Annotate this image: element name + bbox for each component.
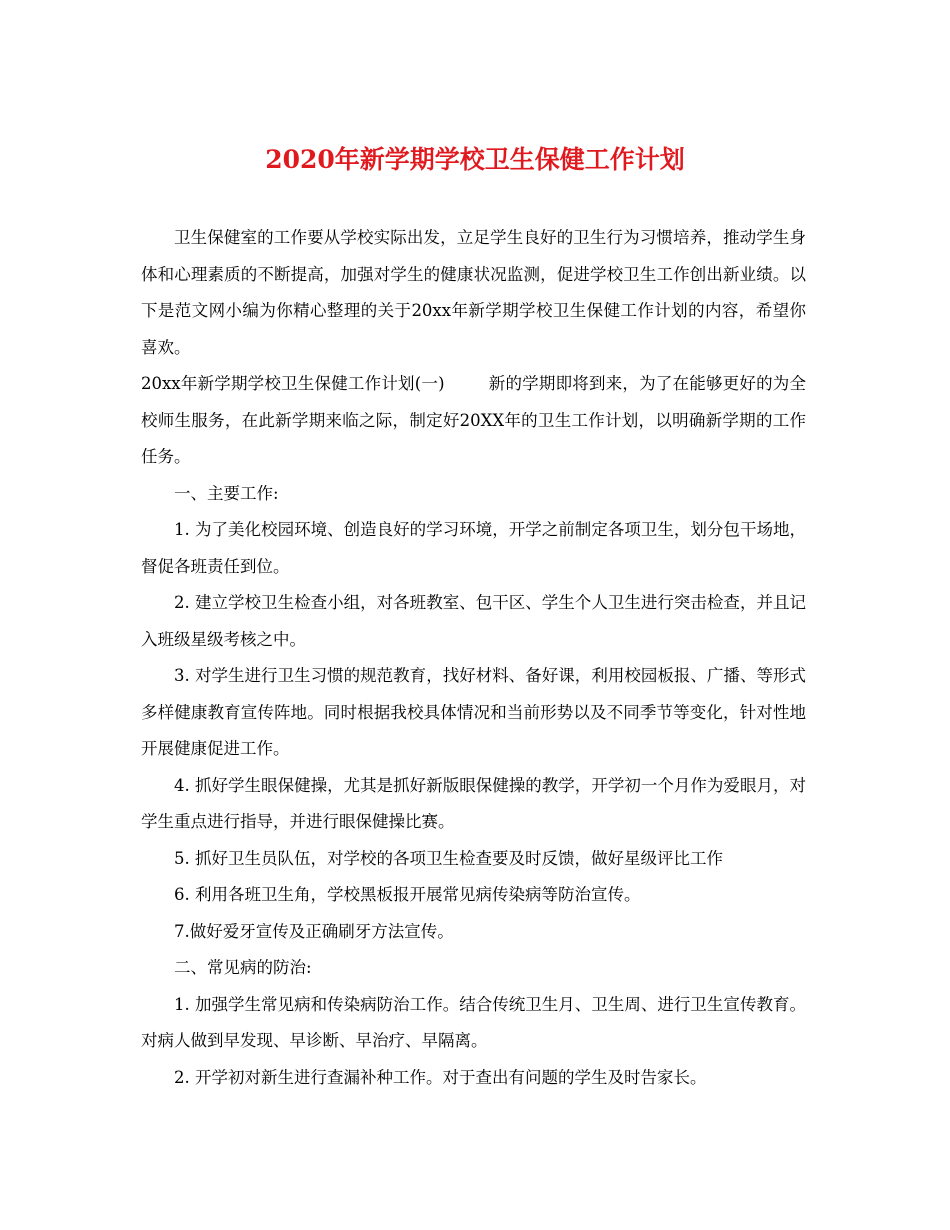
section1-item-3: 3. 对学生进行卫生习惯的规范教育，找好材料、备好课，利用校园板报、广播、等形式多样健康教育宣传阵地。同时根据我校具体情况和当前形势以及不同季节等变化，针对性地开展健康促进工作。 [141,666,806,758]
section1-item-7: 7.做好爱牙宣传及正确刷牙方法宣传。 [174,921,454,941]
plan-paragraph [141,366,806,476]
section2-heading: 二、常见病的防治: [174,958,312,977]
section1-heading: 一、主要工作: [174,483,279,503]
section1-item-5: 5. 抓好卫生员队伍，对学校的各项卫生检查要及时反馈，做好星级评比工作 [174,848,723,868]
section1-item-1: 1. 为了美化校园环境、创造良好的学习环境，开学之前制定各项卫生，划分包干场地，督促各班责任到位。 [141,520,806,576]
intro-paragraph: 卫生保健室的工作要从学校实际出发，立足学生良好的卫生行为习惯培养，推动学生身体和心理素质的不断提高，加强对学生的健康状况监测，促进学校卫生工作创出新业绩。以下是范文网小编为你精心整理的关于20xx年新学期学校卫生保健工作计划的内容，希望你喜欢。 [141,228,806,357]
document-body [141,220,806,1096]
section2-item-1: 1. 加强学生常见病和传染病防治工作。结合传统卫生月、卫生周、进行卫生宣传教育。对病人做到早发现、早诊断、早治疗、早隔离。 [141,994,806,1050]
plan-intro: 新的学期即将到来，为了在能够更好的为全校师生服务，在此新学期来临之际，制定好20XX年的卫生工作计划，以明确新学期的工作任务。 [141,374,806,466]
section1-item-2: 2. 建立学校卫生检查小组，对各班教室、包干区、学生个人卫生进行突击检查，并且记入班级星级考核之中。 [141,593,806,649]
plan-heading: 20xx年新学期学校卫生保健工作计划(一) [141,374,445,393]
section2-item-2: 2. 开学初对新生进行查漏补种工作。对于查出有问题的学生及时告家长。 [174,1067,707,1087]
section1-item-4: 4. 抓好学生眼保健操，尤其是抓好新版眼保健操的教学，开学初一个月作为爱眼月，对学生重点进行指导，并进行眼保健操比赛。 [141,775,806,831]
document-title: 2020年新学期学校卫生保健工作计划 [265,145,685,174]
section1-item-6: 6. 利用各班卫生角，学校黑板报开展常见病传染病等防治宣传。 [174,885,641,904]
